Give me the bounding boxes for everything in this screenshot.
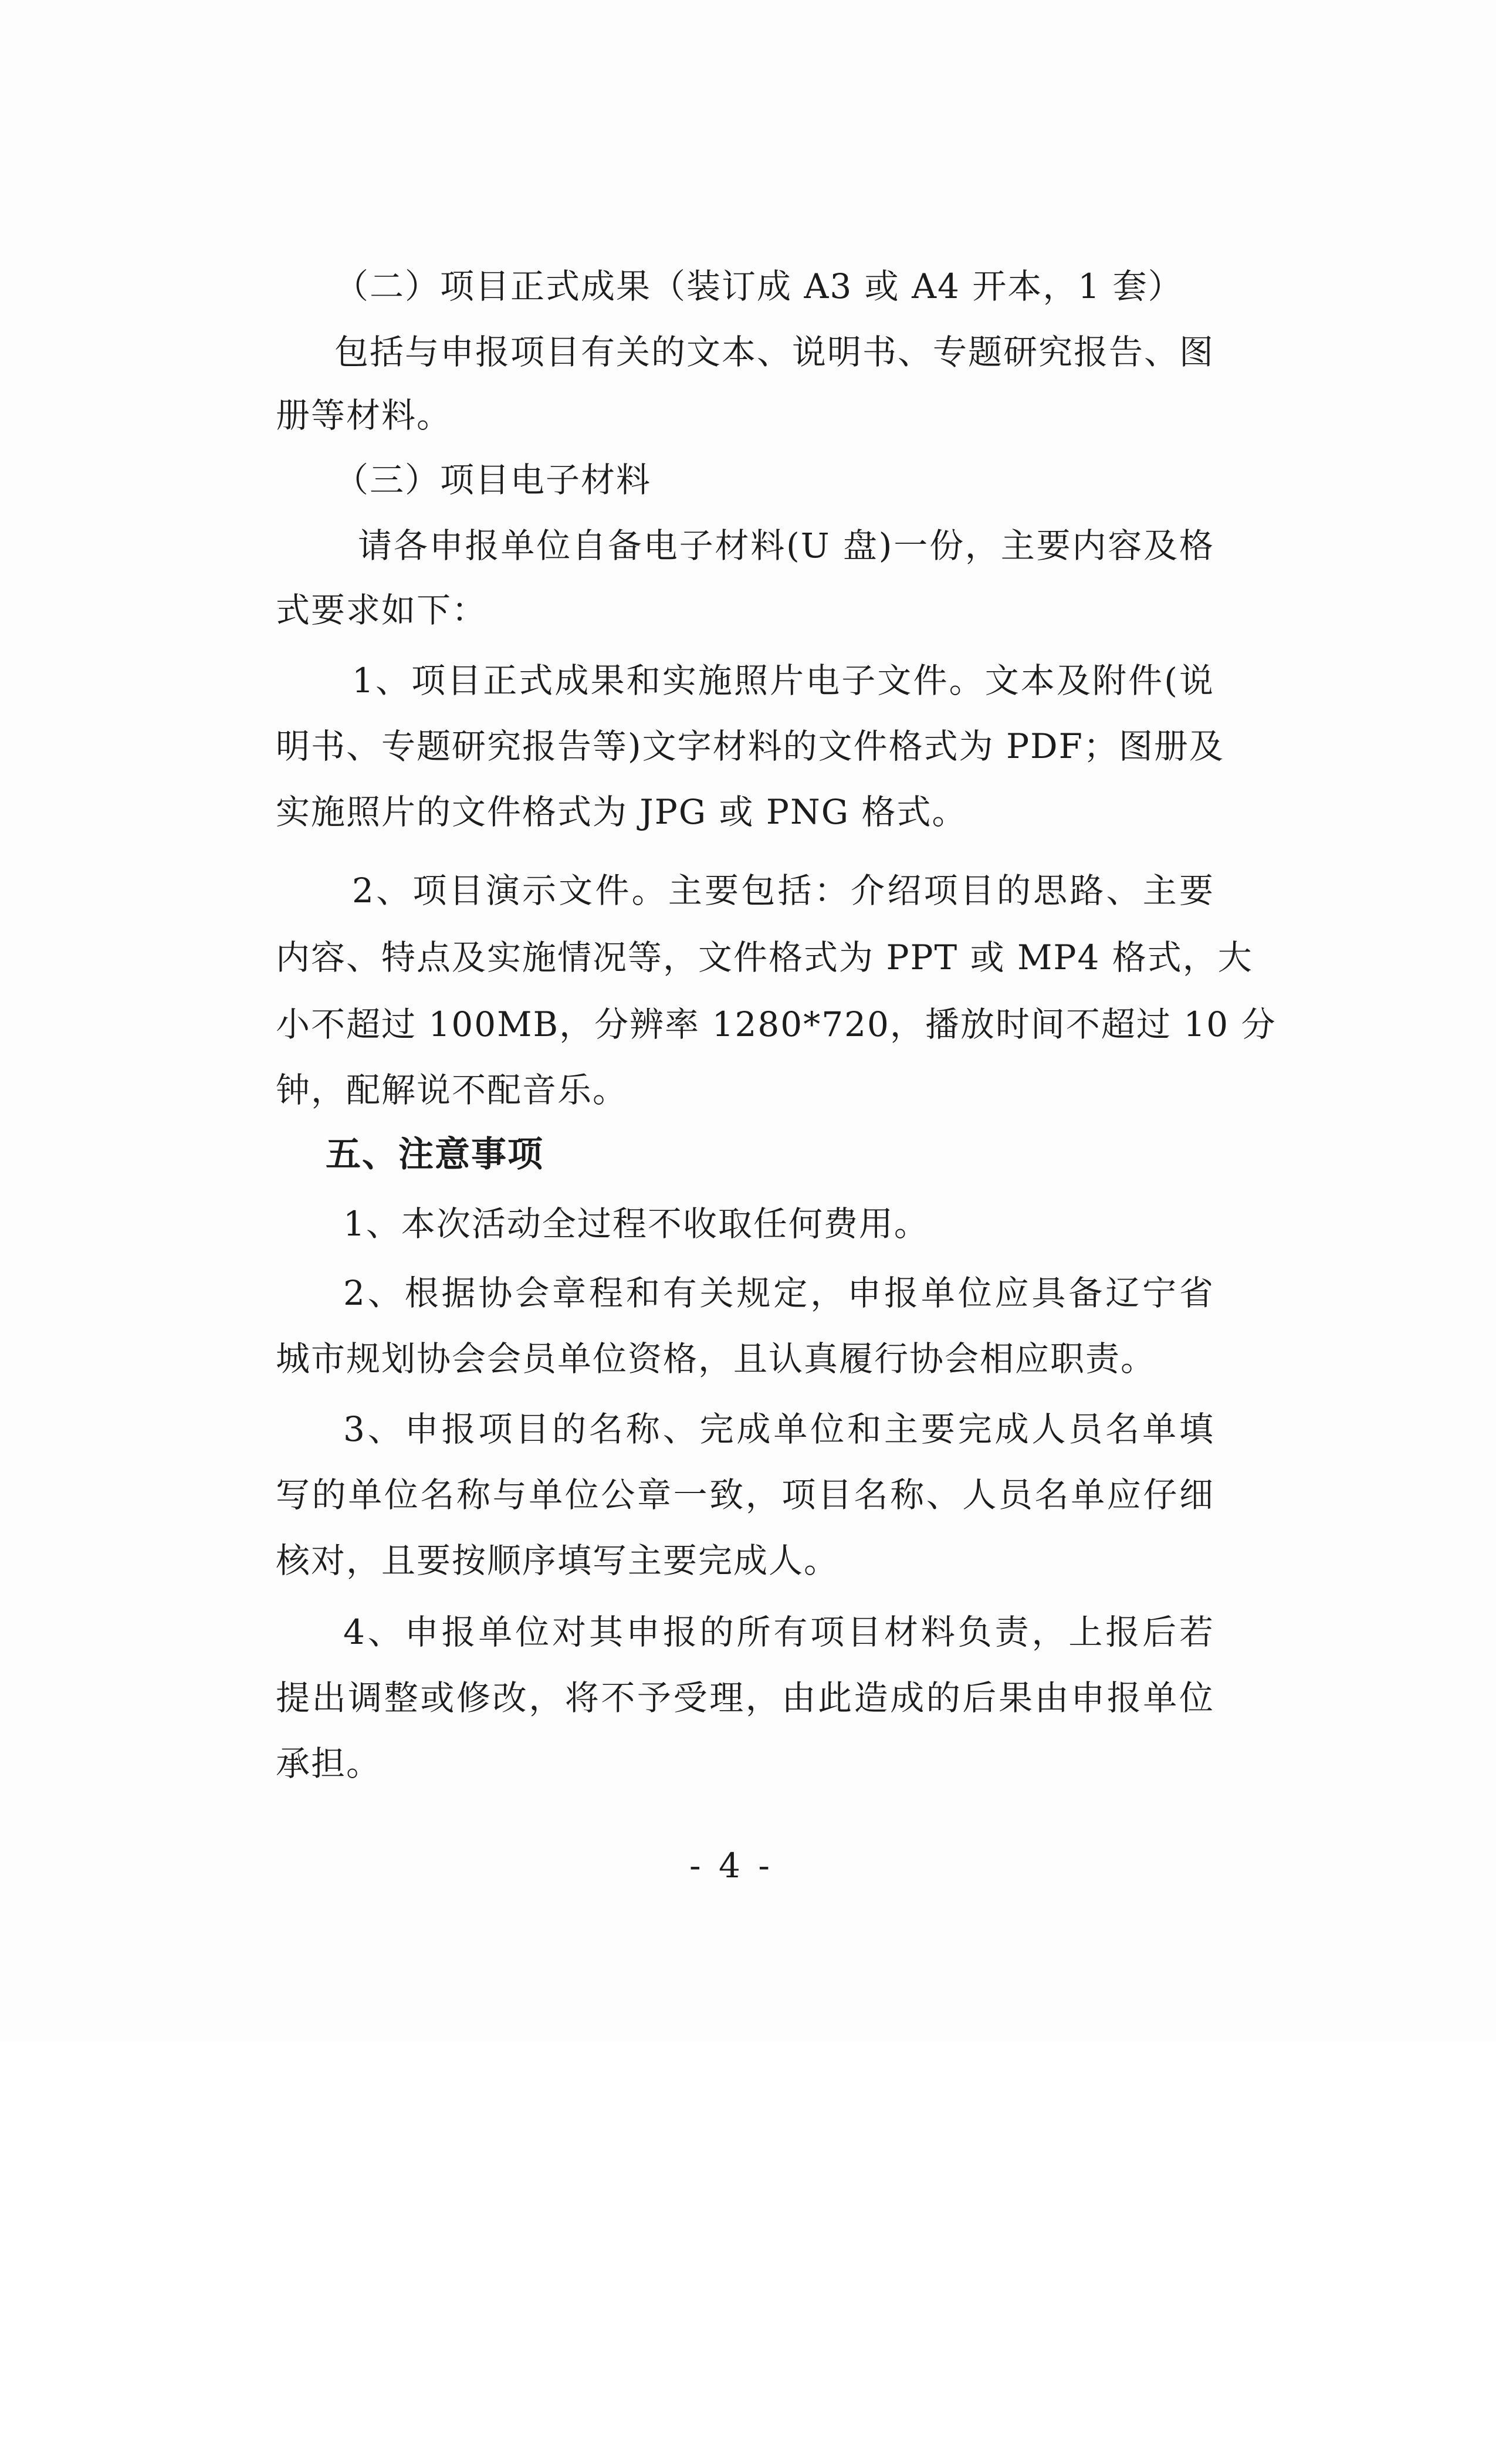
paragraph-line: 2、根据协会章程和有关规定，申报单位应具备辽宁省 [343,1273,1214,1313]
paragraph-line: 式要求如下： [276,590,488,630]
paragraph-line: 请各申报单位自备电子材料(U 盘)一份，主要内容及格 [358,526,1214,566]
page-number: - 4 - [689,1846,773,1886]
paragraph-line: 承担。 [276,1744,382,1783]
section-heading-notes: 五、注意事项 [326,1134,544,1175]
paragraph-line: 内容、特点及实施情况等，文件格式为 PPT 或 MP4 格式，大 [276,937,1253,977]
paragraph-line: 包括与申报项目有关的文本、说明书、专题研究报告、图 [334,332,1215,372]
paragraph-line: 实施照片的文件格式为 JPG 或 PNG 格式。 [276,792,967,832]
paragraph-line: 钟，配解说不配音乐。 [276,1070,628,1110]
subsection-heading-electronic-materials: （三）项目电子材料 [334,460,652,500]
paragraph-line: 册等材料。 [276,395,452,435]
paragraph-line: 城市规划协会会员单位资格，且认真履行协会相应职责。 [276,1339,1156,1379]
paragraph-line: 核对，且要按顺序填写主要完成人。 [276,1541,840,1580]
blank-area [0,2042,1496,2464]
paragraph-line: 1、本次活动全过程不收取任何费用。 [343,1204,929,1244]
subsection-heading-formal-results: （二）项目正式成果（装订成 A3 或 A4 开本，1 套） [334,266,1183,306]
paragraph-line: 3、申报项目的名称、完成单位和主要完成人员名单填 [343,1409,1214,1449]
paragraph-line: 提出调整或修改，将不予受理，由此造成的后果由申报单位 [276,1678,1214,1718]
paragraph-line: 小不超过 100MB，分辨率 1280*720，播放时间不超过 10 分 [276,1004,1277,1044]
paragraph-line: 写的单位名称与单位公章一致，项目名称、人员名单应仔细 [276,1475,1214,1515]
paragraph-line: 2、项目演示文件。主要包括：介绍项目的思路、主要 [352,871,1214,911]
paragraph-line: 明书、专题研究报告等)文字材料的文件格式为 PDF；图册及 [276,726,1224,766]
paragraph-line: 1、项目正式成果和实施照片电子文件。文本及附件(说 [352,661,1214,700]
paragraph-line: 4、申报单位对其申报的所有项目材料负责，上报后若 [343,1612,1214,1652]
